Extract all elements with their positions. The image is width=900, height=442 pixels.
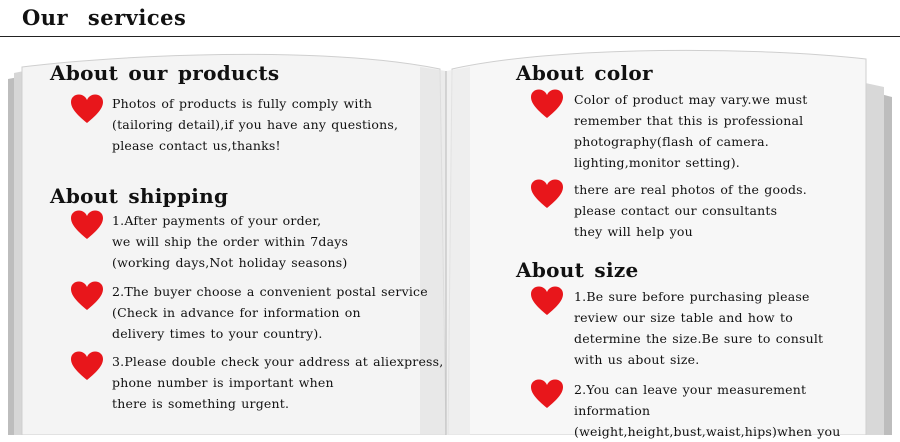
- heart-icon: [70, 94, 104, 124]
- heart-icon: [530, 179, 564, 209]
- text-line: photography(flash of camera.: [574, 134, 769, 149]
- item-text: [112, 281, 428, 344]
- text-line: (weight,height,bust,waist,hips)when you: [574, 424, 841, 439]
- text-line: they will help you: [574, 224, 693, 239]
- text-line: please contact our consultants: [574, 203, 778, 218]
- item-text: [112, 351, 443, 414]
- text-line: Photos of products is fully comply with: [112, 96, 373, 111]
- text-line: information: [574, 403, 651, 418]
- text-line: there are real photos of the goods.: [574, 182, 807, 197]
- text-line: 2.You can leave your measurement: [574, 382, 807, 397]
- text-line: 1.After payments of your order,: [112, 213, 322, 228]
- item-text: [574, 89, 807, 173]
- text-line: (tailoring detail),if you have any questions,: [112, 117, 399, 132]
- text-line: with us about size.: [574, 352, 700, 367]
- text-line: 1.Be sure before purchasing please: [574, 289, 810, 304]
- text-line: please contact us,thanks!: [112, 138, 281, 153]
- text-line: Color of product may vary.we must: [574, 92, 808, 107]
- section-title-size: About size: [516, 258, 639, 282]
- heart-icon: [70, 281, 104, 311]
- item-text: [574, 286, 823, 370]
- text-line: there is something urgent.: [112, 396, 290, 411]
- text-line: delivery times to your country).: [112, 326, 323, 341]
- heart-icon: [530, 286, 564, 316]
- heart-icon: [530, 89, 564, 119]
- item-text: [574, 179, 807, 242]
- text-line: (working days,Not holiday seasons): [112, 255, 348, 270]
- item-text: [112, 210, 348, 273]
- text-line: (Check in advance for information on: [112, 305, 361, 320]
- text-line: determine the size.Be sure to consult: [574, 331, 824, 346]
- section-title-shipping: About shipping: [50, 184, 229, 208]
- text-line: 3.Please double check your address at aliexpress,: [112, 354, 444, 369]
- text-line: review our size table and how to: [574, 310, 793, 325]
- text-line: remember that this is professional: [574, 113, 804, 128]
- heart-icon: [70, 210, 104, 240]
- page-title: Our services: [22, 5, 187, 30]
- section-title-products: About our products: [50, 61, 280, 85]
- text-line: 2.The buyer choose a convenient postal service: [112, 284, 428, 299]
- item-text: [112, 93, 398, 156]
- heart-icon: [530, 379, 564, 409]
- text-line: lighting,monitor setting).: [574, 155, 740, 170]
- heart-icon: [70, 351, 104, 381]
- item-text: [574, 379, 841, 442]
- text-line: we will ship the order within 7days: [112, 234, 349, 249]
- section-title-color: About color: [516, 61, 653, 85]
- text-line: phone number is important when: [112, 375, 334, 390]
